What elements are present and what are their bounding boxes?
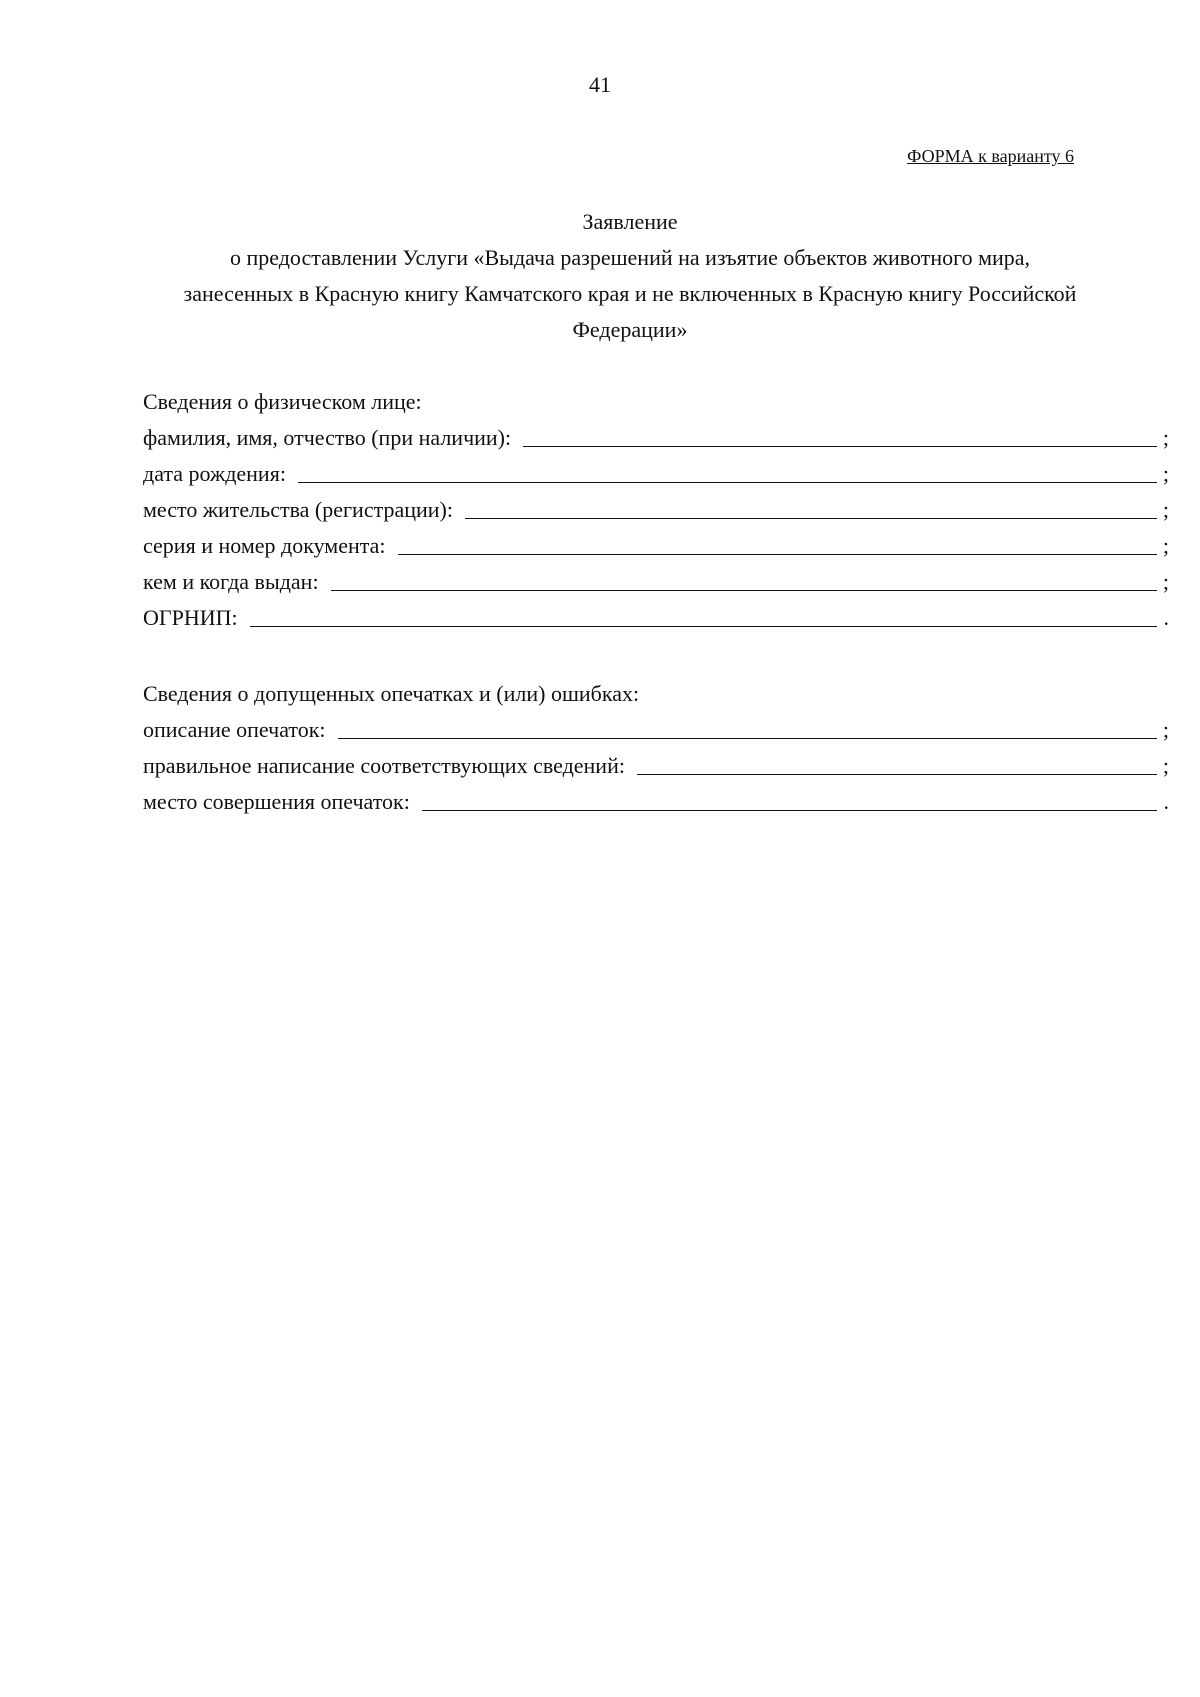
title-line-1: Заявление <box>582 209 678 234</box>
field-label: описание опечаток: <box>143 717 326 742</box>
field-label: правильное написание соответствующих сведений: <box>143 753 625 778</box>
field-birth-date <box>143 456 1169 492</box>
field-terminator: ; <box>1162 533 1169 558</box>
page-number: 41 <box>589 72 611 97</box>
document-title <box>130 204 1130 348</box>
field-terminator: ; <box>1162 461 1169 486</box>
birth-date-blank[interactable] <box>298 456 1157 483</box>
typo-description-blank[interactable] <box>338 712 1157 739</box>
field-terminator: . <box>1163 605 1169 630</box>
field-label: дата рождения: <box>143 461 286 486</box>
title-line-4: Федерации» <box>572 317 688 342</box>
errors-info-heading: Сведения о допущенных опечатках и (или) ошибках: <box>143 681 640 706</box>
correct-spelling-blank[interactable] <box>637 748 1157 775</box>
field-label: место жительства (регистрации): <box>143 497 453 522</box>
field-document-number <box>143 528 1169 564</box>
field-terminator: ; <box>1162 497 1169 522</box>
title-line-3: занесенных в Красную книгу Камчатского края и не включенных в Красную книгу Российской <box>183 281 1077 306</box>
person-info-section <box>143 384 1169 636</box>
issued-by-blank[interactable] <box>331 564 1157 591</box>
field-terminator: ; <box>1162 425 1169 450</box>
document-number-blank[interactable] <box>398 528 1157 555</box>
field-label: место совершения опечаток: <box>143 789 410 814</box>
field-terminator: ; <box>1162 753 1169 778</box>
errors-info-section <box>143 676 1169 820</box>
full-name-blank[interactable] <box>523 420 1157 447</box>
field-label: фамилия, имя, отчество (при наличии): <box>143 425 512 450</box>
field-typo-description <box>143 712 1169 748</box>
ogrnip-blank[interactable] <box>250 600 1157 627</box>
field-correct-spelling <box>143 748 1169 784</box>
field-label: кем и когда выдан: <box>143 569 319 594</box>
title-line-2: о предоставлении Услуги «Выдача разрешений на изъятие объектов животного мира, <box>229 245 1031 270</box>
field-terminator: . <box>1163 789 1169 814</box>
field-label: ОГРНИП: <box>143 605 238 630</box>
field-residence <box>143 492 1169 528</box>
residence-blank[interactable] <box>465 492 1157 519</box>
typo-location-blank[interactable] <box>422 784 1157 811</box>
field-label: серия и номер документа: <box>143 533 386 558</box>
field-issued-by <box>143 564 1169 600</box>
field-ogrnip <box>143 600 1169 636</box>
field-typo-location <box>143 784 1169 820</box>
person-info-heading: Сведения о физическом лице: <box>143 389 422 414</box>
field-full-name <box>143 420 1169 456</box>
field-terminator: ; <box>1162 569 1169 594</box>
field-terminator: ; <box>1162 717 1169 742</box>
form-reference: ФОРМА к варианту 6 <box>907 146 1074 166</box>
